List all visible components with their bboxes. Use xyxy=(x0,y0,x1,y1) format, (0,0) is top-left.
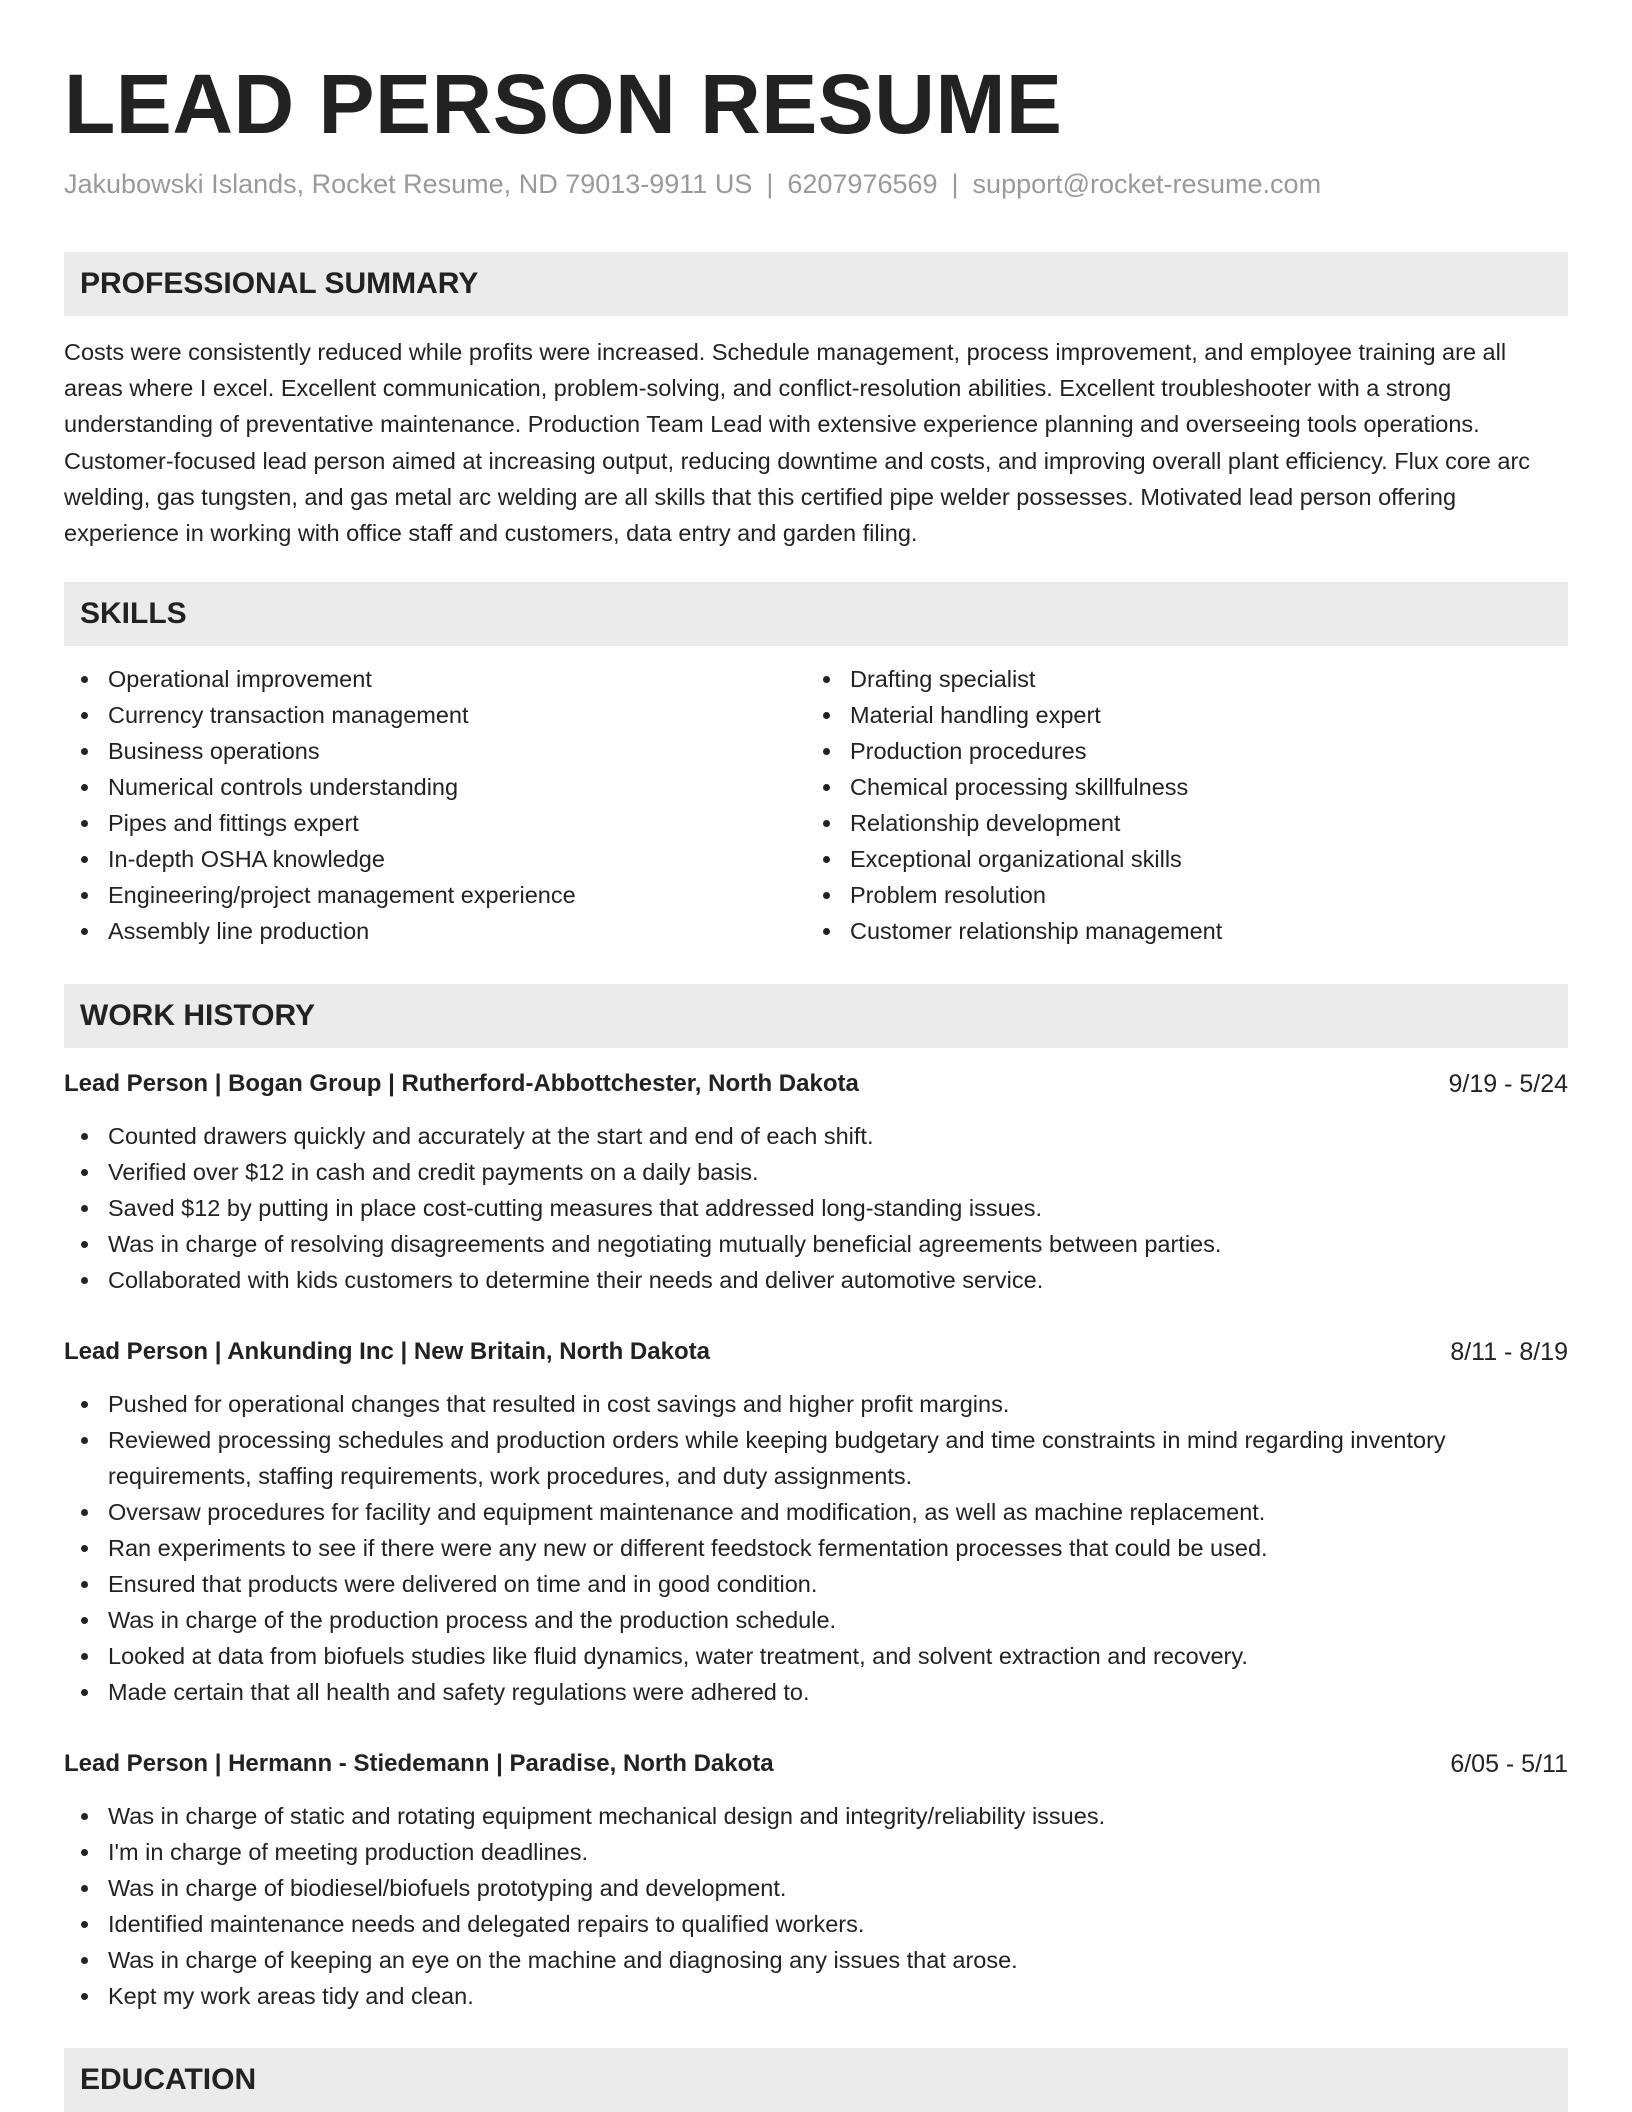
job-entry xyxy=(64,1334,1568,1710)
job-dates: 9/19 - 5/24 xyxy=(1448,1069,1568,1098)
job-bullet: Was in charge of resolving disagreements and negotiating mutually beneficial agreements between parties. xyxy=(64,1226,1568,1262)
skill-item: Operational improvement xyxy=(64,661,806,697)
job-bullet: Pushed for operational changes that resulted in cost savings and higher profit margins. xyxy=(64,1386,1568,1422)
skill-item: Production procedures xyxy=(806,733,1548,769)
education-section xyxy=(64,2048,1568,2112)
summary-heading: PROFESSIONAL SUMMARY xyxy=(64,252,1568,316)
skills-section xyxy=(64,582,1568,949)
job-title: Lead Person | Ankunding Inc | New Britain, North Dakota xyxy=(64,1338,710,1365)
work-history-section xyxy=(64,984,1568,1048)
skill-item: Drafting specialist xyxy=(806,661,1548,697)
job-entry xyxy=(64,1746,1568,2014)
skill-item: Business operations xyxy=(64,733,806,769)
resume-title: LEAD PERSON RESUME xyxy=(64,57,1063,151)
skill-item: Relationship development xyxy=(806,805,1548,841)
contact-phone: 6207976569 xyxy=(787,169,938,199)
skills-list-left xyxy=(64,661,806,949)
education-heading: EDUCATION xyxy=(64,2048,1568,2112)
skill-item: Assembly line production xyxy=(64,913,806,949)
skill-item: Problem resolution xyxy=(806,877,1548,913)
job-bullet: Counted drawers quickly and accurately at the start and end of each shift. xyxy=(64,1118,1568,1154)
contact-line xyxy=(64,166,1321,202)
job-bullet: Oversaw procedures for facility and equipment maintenance and modification, as well as machine replacement. xyxy=(64,1494,1568,1530)
job-dates: 8/11 - 8/19 xyxy=(1450,1337,1568,1366)
work-history-heading: WORK HISTORY xyxy=(64,984,1568,1048)
job-bullet: Made certain that all health and safety regulations were adhered to. xyxy=(64,1674,1568,1710)
job-bullet: Identified maintenance needs and delegated repairs to qualified workers. xyxy=(64,1906,1568,1942)
job-bullet: Was in charge of biodiesel/biofuels prototyping and development. xyxy=(64,1870,1568,1906)
skills-grid xyxy=(64,661,1568,949)
contact-separator: | xyxy=(951,169,959,199)
skill-item: Pipes and fittings expert xyxy=(64,805,806,841)
job-bullet: Verified over $12 in cash and credit payments on a daily basis. xyxy=(64,1154,1568,1190)
job-bullet: Looked at data from biofuels studies like fluid dynamics, water treatment, and solvent extraction and recovery. xyxy=(64,1638,1568,1674)
summary-text: Costs were consistently reduced while profits were increased. Schedule management, process improvement, and employee training are all areas where I excel. Excellent communication, problem-solving, and conflict-resolution abilities. Excellent troubleshooter with a strong understanding of preventative maintenance. Production Team Lead with extensive experience planning and overseeing tools operations. Customer-focused lead person aimed at increasing output, reducing downtime and costs, and improving overall plant efficiency. Flux core arc welding, gas tungsten, and gas metal arc welding are all skills that this certified pipe welder possesses. Motivated lead person offering experience in working with office staff and customers, data entry and garden filing. xyxy=(64,339,1531,547)
job-dates: 6/05 - 5/11 xyxy=(1450,1749,1568,1778)
skill-item: Numerical controls understanding xyxy=(64,769,806,805)
job-title: Lead Person | Bogan Group | Rutherford-Abbottchester, North Dakota xyxy=(64,1070,859,1097)
job-bullet: Kept my work areas tidy and clean. xyxy=(64,1978,1568,2014)
summary-section xyxy=(64,252,1568,551)
job-header xyxy=(64,1066,1568,1102)
job-bullet: Was in charge of the production process and the production schedule. xyxy=(64,1602,1568,1638)
job-bullet: Ensured that products were delivered on time and in good condition. xyxy=(64,1566,1568,1602)
job-entry xyxy=(64,1066,1568,1298)
job-bullets xyxy=(64,1118,1568,1298)
skill-item: Material handling expert xyxy=(806,697,1548,733)
job-bullet: Ran experiments to see if there were any new or different feedstock fermentation processes that could be used. xyxy=(64,1530,1568,1566)
skill-item: Chemical processing skillfulness xyxy=(806,769,1548,805)
job-bullets xyxy=(64,1386,1568,1710)
job-bullet: Was in charge of static and rotating equipment mechanical design and integrity/reliability issues. xyxy=(64,1798,1568,1834)
contact-email[interactable]: support@rocket-resume.com xyxy=(972,169,1322,199)
job-bullet: Was in charge of keeping an eye on the machine and diagnosing any issues that arose. xyxy=(64,1942,1568,1978)
job-bullet: Reviewed processing schedules and production orders while keeping budgetary and time constraints in mind regarding inventory requirements, staffing requirements, work procedures, and duty assignments. xyxy=(64,1422,1568,1494)
skill-item: Engineering/project management experience xyxy=(64,877,806,913)
contact-address: Jakubowski Islands, Rocket Resume, ND 79013-9911 US xyxy=(64,169,753,199)
job-bullets xyxy=(64,1798,1568,2014)
job-header xyxy=(64,1746,1568,1782)
contact-separator: | xyxy=(766,169,774,199)
job-title: Lead Person | Hermann - Stiedemann | Paradise, North Dakota xyxy=(64,1750,774,1777)
job-header xyxy=(64,1334,1568,1370)
skill-item: Exceptional organizational skills xyxy=(806,841,1548,877)
skill-item: Customer relationship management xyxy=(806,913,1548,949)
skills-list-right xyxy=(806,661,1548,949)
skill-item: In-depth OSHA knowledge xyxy=(64,841,806,877)
job-bullet: Collaborated with kids customers to determine their needs and deliver automotive service. xyxy=(64,1262,1568,1298)
skills-heading: SKILLS xyxy=(64,582,1568,646)
job-bullet: Saved $12 by putting in place cost-cutting measures that addressed long-standing issues. xyxy=(64,1190,1568,1226)
skill-item: Currency transaction management xyxy=(64,697,806,733)
job-bullet: I'm in charge of meeting production deadlines. xyxy=(64,1834,1568,1870)
